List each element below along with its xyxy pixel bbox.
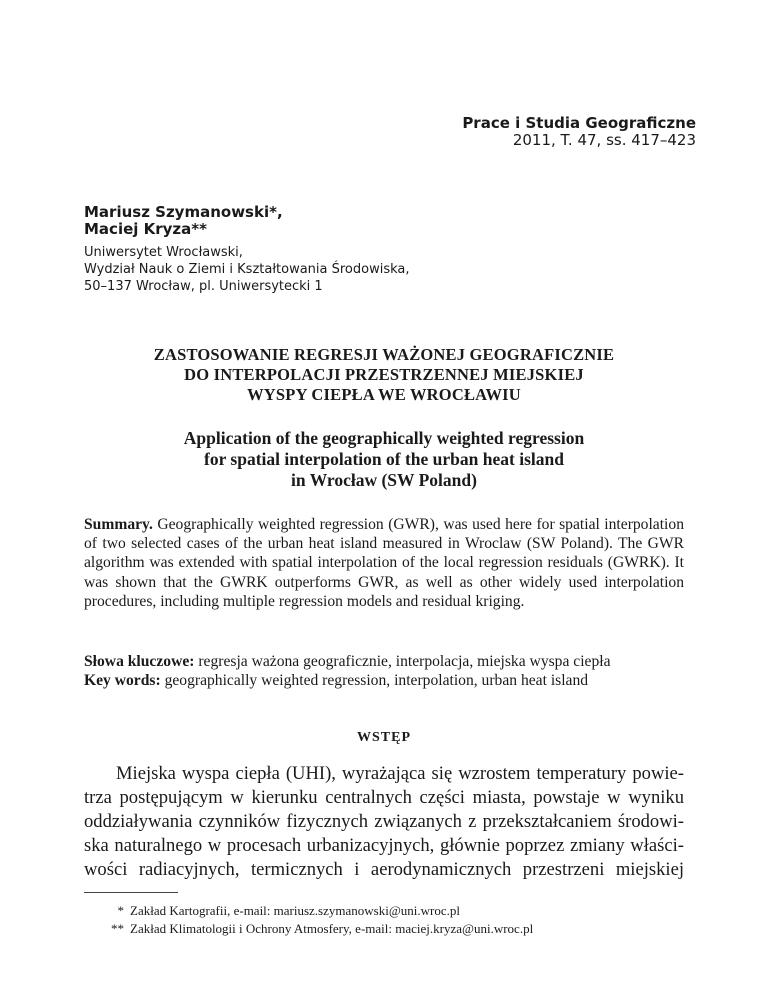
author-name: Maciej Kryza** xyxy=(84,220,207,239)
body-line: oddziaływania czynników fizycznych związanych z przekształcaniem środowi- xyxy=(84,810,684,832)
footnote xyxy=(84,902,533,920)
title-line: in Wrocław (SW Poland) xyxy=(291,470,477,490)
journal-volume: 2011, T. 47, ss. 417–423 xyxy=(512,131,696,150)
footnotes xyxy=(84,902,533,938)
body-line: Miejska wyspa ciepła (UHI), wyrażająca się wzrostem temperatury powie- xyxy=(116,763,684,784)
affiliation-line: 50–137 Wrocław, pl. Uniwersytecki 1 xyxy=(84,279,323,295)
affiliation xyxy=(84,244,410,296)
keywords-english-label: Key words: xyxy=(84,672,161,690)
summary-abstract xyxy=(84,515,684,611)
journal-name: Prace i Studia Geograficzne xyxy=(462,114,696,132)
keywords-english-text: geographically weighted regression, interpolation, urban heat island xyxy=(160,672,589,690)
title-line: for spatial interpolation of the urban heat island xyxy=(204,449,564,469)
footnote-text: Zakład Klimatologii i Ochrony Atmosfery, e-mail: maciej.kryza@uni.wroc.pl xyxy=(130,921,534,937)
keywords-block xyxy=(84,652,684,690)
author-block xyxy=(84,204,410,295)
summary-text: Geographically weighted regression (GWR), was used here for spatial interpolation of two selected cases of the urban heat island measured in Wroclaw (SW Poland). The GWR algorithm was extended with spatial interpolation of the local regression residuals (GWRK). It was shown that the GWRK outperforms GWR, as well as other widely used interpolation procedures, including multiple regression models and residual kriging. xyxy=(84,516,684,610)
summary-label: Summary. xyxy=(84,516,153,533)
title-line: DO INTERPOLACJI PRZESTRZENNEJ MIEJSKIEJ xyxy=(184,364,584,384)
affiliation-line: Uniwersytet Wrocławski, xyxy=(84,244,243,260)
keywords-polish-label: Słowa kluczowe: xyxy=(84,653,195,670)
keywords-polish xyxy=(84,652,684,671)
keywords-polish-text: regresja ważona geograficznie, interpolacja, miejska wyspa ciepła xyxy=(194,653,611,670)
keywords-english xyxy=(84,671,684,690)
footnote-text: Zakład Kartografii, e-mail: mariusz.szymanowski@uni.wroc.pl xyxy=(130,903,461,918)
section-heading: WSTĘP xyxy=(356,730,411,745)
footnote-mark: ** xyxy=(111,921,124,937)
title-english xyxy=(84,428,684,491)
body-paragraph xyxy=(84,762,684,882)
title-polish xyxy=(84,345,684,404)
title-line: WYSPY CIEPŁA WE WROCŁAWIU xyxy=(247,384,521,404)
footnote xyxy=(84,920,533,938)
footnote-mark: * xyxy=(117,903,124,918)
author-name: Mariusz Szymanowski*, xyxy=(84,203,283,221)
body-line: wości radiacyjnych, termicznych i aerodynamicznych przestrzeni miejskiej xyxy=(84,858,684,880)
body-line: trza postępującym w kierunku centralnych części miasta, powstaje w wyniku xyxy=(84,786,684,808)
body-line: ska naturalnego w procesach urbanizacyjnych, głównie poprzez zmiany właści- xyxy=(84,834,684,856)
journal-header xyxy=(462,115,696,150)
affiliation-line: Wydział Nauk o Ziemi i Kształtowania Środowiska, xyxy=(84,261,410,277)
footnote-divider xyxy=(84,892,178,893)
title-line: Application of the geographically weighted regression xyxy=(183,428,585,448)
title-line: ZASTOSOWANIE REGRESJI WAŻONEJ GEOGRAFICZNIE xyxy=(153,345,615,364)
